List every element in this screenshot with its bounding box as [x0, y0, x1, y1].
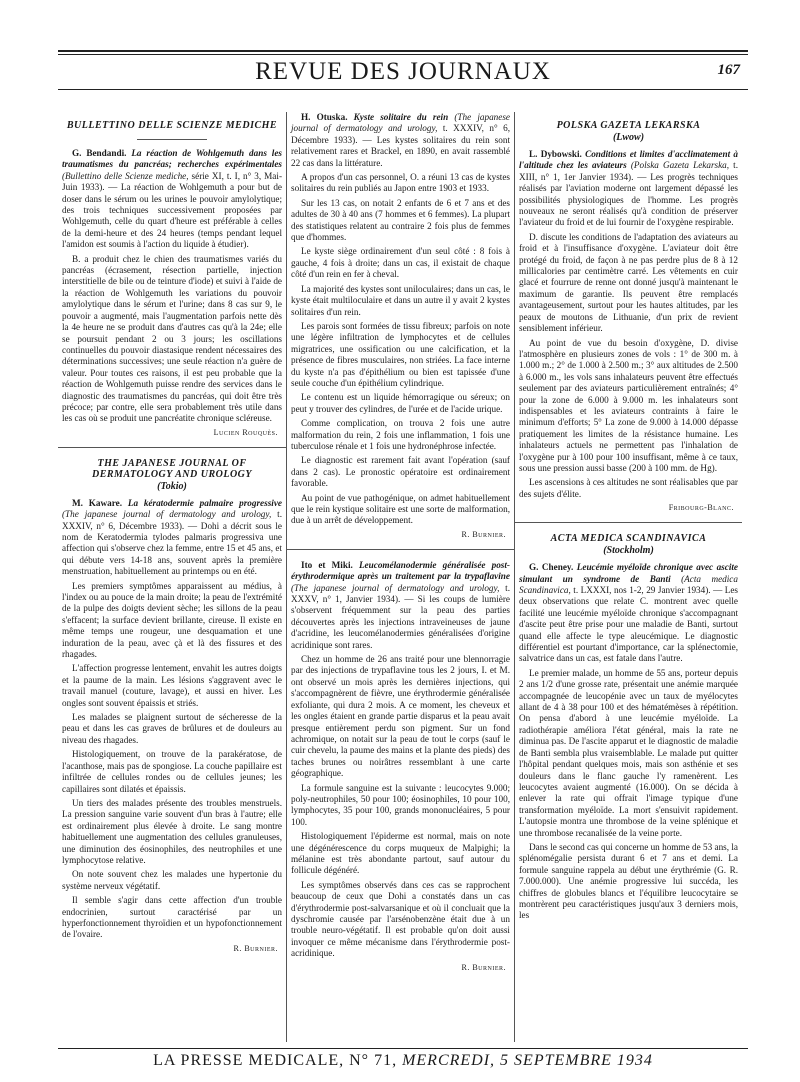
section-subheading: (Tokio): [157, 480, 187, 492]
article-paragraph: Les symptômes observés dans ces cas se rapprochent beaucoup de ceux que Dohi a constatés dans un cas d'érythrodermie post-salvarsanique et où il concluait que la dyschromie causée par l'arsénobenzène était due à un trouble neuro-végétatif. Il est probable qu'on doit aussi invoquer ce même mécanisme dans l'érythrodermie post-acridinique.: [291, 879, 510, 959]
footer-date: MERCREDI, 5 SEPTEMBRE 1934: [402, 1052, 653, 1069]
article-paragraph: La formule sanguine est la suivante : leucocytes 9.000; poly-neutrophiles, 50 pour 100; éosinophiles, 10 pour 100, lymphocytes, 35 pour 100, grands mononucléaires, 5 pour 100.: [291, 782, 510, 827]
article-paragraph: Un tiers des malades présente des troubles menstruels. La pression sanguine varie souvent d'un bras à l'autre; elle est ordinairement plus élevée à droite. Le sang montre habituellement une augmentation des cellules granuleuses, une diminution des éosinophiles, des neutrophiles et une lymphocytose relative.: [62, 797, 282, 865]
article-author: H. Otuska.: [301, 112, 348, 122]
article-title: Conditions et limites d'acclimatement à l'altitude chez les aviateurs: [519, 149, 739, 171]
article-reference: (The japanese journal of dermatology and urology,: [291, 112, 510, 134]
article-lead: [519, 562, 738, 665]
section-heading: POLSKA GAZETA LEKARSKA: [556, 120, 701, 131]
section-subheading: (Lwow): [612, 132, 645, 143]
article-text: t. XXXIV, n° 6, Décembre 1933). — Dohi a décrit sous le nom de Keratodermia tylodes palmaris progressiva une affection qui s'observe chez la femme, entre 15 et 45 ans, et qui débute vers 14-18 ans, souvent après la première menstruation, habituellement au printemps ou en été.: [62, 509, 283, 577]
article-paragraph: L'affection progresse lentement, envahit les autres doigts et la paume de la main. Les lésions s'aggravent avec le travail manuel (couture, lavage), et aussi en hiver. Les ongles sont souvent épaissis et striés.: [62, 663, 282, 708]
article-signature: R. Burnier.: [461, 962, 506, 972]
article-paragraph: On note souvent chez les malades une hypertonie du système nerveux végétatif.: [62, 869, 282, 891]
footer-journal: LA PRESSE MEDICALE, N° 71,: [153, 1052, 403, 1069]
article-separator: [515, 522, 742, 523]
article-title: La réaction de Wohlgemuth dans les traumatismes du pancréas; recherches expérimentales: [62, 148, 282, 170]
article-paragraph: Au point de vue du besoin d'oxygène, D. divise l'atmosphère en plusieurs zones de vols : 1° de 300 m. à 1.000 m.; 2° de 1.000 à 2.500 m.; 3° aux altitudes de 2.500 à 6.000 m., les vols sans inhalateurs peuvent être effectués seulement par des aviateurs particulièrement entraînés; 4° pour la zone de 6.000 à 9.000 m. les inhalateurs sont indispensables et les aviateurs contraints à faire le minimum d'efforts; 5° La zone de 9.000 à 14.000 dépasse pratiquement les limites de la résistance humaine. Les inhalateurs actuels ne permettent pas l'inhalation de l'oxygène pur à 100 pour 100 insuffisant, même à ce taux, sous une pression aussi basse (200 à 100 mm. de Hg).: [519, 337, 738, 473]
article-paragraph: Les premiers symptômes apparaissent au médius, à l'index ou au pouce de la main droite; la peau de l'extrémité de la pulpe des doigts devient sèche; les sillons de la peau s'effacent; la surface devient brillante, cireuse. Il existe en même temps une rougeur, une desquamation et une induration de la peau, avec çà et là des fissures et des rhagades.: [62, 580, 282, 660]
article-reference: (Bullettino delle Scienze mediche,: [62, 170, 189, 181]
article-reference: (The japanese journal of dermatology and urology,: [62, 509, 272, 520]
page-footer: [58, 1052, 748, 1070]
article-paragraph: Chez un homme de 26 ans traité pour une blennorragie par des injections de trypaflavine tous les 2 jours, I. et M. ont observé un mois après les dernières injections, qui s'accompagnèrent de fièvre, une érythrodermie généralisée exfoliante, qui dura 2 mois. A ce moment, les cheveux et les ongles étaient en grande partie disparus et la peau avait presque entièrement perdu son pigment. Sur un fond achromique, on notait sur la peau de tout le corps (sauf le cuir chevelu, la paume des mains et la plante des pieds) des taches brunes ou noirâtres ressemblant à une carte géographique.: [291, 654, 510, 779]
article-paragraph: Comme complication, on trouva 2 fois une autre malformation du rein, 2 fois une inflammation, 1 fois une tuberculose rénale et 1 fois une hydronéphrose infectée.: [291, 418, 510, 451]
article-lead: [62, 498, 282, 578]
article-signature: Lucien Rouquès.: [213, 427, 278, 437]
article-paragraph: Les malades se plaignent surtout de sécheresse de la peau et dans les cas graves de brûlures et de douleurs au niveau des rhagades.: [62, 712, 282, 745]
page-number: 167: [717, 62, 740, 78]
article-columns: [58, 112, 748, 1042]
article-author: Ito et Miki.: [301, 559, 353, 570]
article-paragraph: B. a produit chez le chien des traumatismes variés du pancréas (écrasement, résection partielle, injection interstitielle de bile ou de teinture d'iode) et suivi à l'aide de la réaction de Wohlgemuth les variations du pouvoir amylolytique dans le sérum et l'urine; dans 8 cas sur 9, le pouvoir a augmenté, mais l'augmentation parfois nette dès la 4e heure ne se produit dans d'autres cas qu'à la 24e; elle se poursuit pendant 2 ou 3 jours; les oscillations continuelles du pouvoir diastasique rendent nécessaires des déterminations successives; une seule réaction n'a guère de valeur. Pour toutes ces raisons, il est peu probable que la réaction de Wohlgemuth puisse rendre des services dans le diagnostic des traumatismes du pancréas, qui doit être très précoce; par contre, elle sera probablement très utile dans les cas où se produit une pancréatite chronique scléreuse.: [62, 253, 282, 424]
section-heading: THE JAPANESE JOURNAL OF DERMATOLOGY AND UROLOGY: [91, 457, 253, 480]
column-right: [514, 112, 742, 1042]
article-title: Kyste solitaire du rein: [353, 112, 449, 122]
article-text: t. XIII, n° 1, 1er Janvier 1934). — Les progrès techniques réalisés par l'aviation moderne ont largement dépassé les possibilités physiologiques de l'homme. Les progrès nouveaux ne seront réalisés qu'à condition de préserver l'aviateur du froid et de lui fournir de l'oxygène respirable.: [519, 160, 739, 228]
article-lead: [291, 560, 510, 651]
article-text: t. LXXXI, nos 1-2, 29 Janvier 1934). — Les deux observations que relate C. montrent avec quelle facilité une leucémie myéloïde chronique s'accompagnant d'ascite peut être prise pour une maladie de Banti, surtout quand elle affecte le type aleucémique. Le diagnostic différentiel est pourtant d'importance, car la splénectomie, salvatrice dans un cas, est fatale dans l'autre.: [519, 585, 739, 664]
article-paragraph: Le contenu est un liquide hémorragique ou séreux; on peut y trouver des cylindres, de l'urée et de l'acide urique.: [291, 392, 510, 414]
article-paragraph: Sur les 13 cas, on notait 2 enfants de 6 et 7 ans et des adultes de 30 à 40 ans (7 hommes et 6 femmes). La plupart des statistiques relatent au contraire 2 fois plus de femmes que d'hommes.: [291, 197, 510, 243]
column-middle: [286, 112, 514, 1042]
article-paragraph: A propos d'un cas personnel, O. a réuni 13 cas de kystes solitaires du rein publiés au Japon entre 1903 et 1933.: [291, 172, 510, 194]
article-author: G. Cheney.: [529, 562, 574, 573]
article-signature: R. Burnier.: [233, 943, 278, 953]
article-title: La kératodermie palmaire progressive: [127, 497, 282, 508]
article-title: Leucémie myéloïde chronique avec ascite simulant un syndrome de Banti: [519, 562, 739, 584]
article-lead: [519, 149, 738, 229]
article-paragraph: Il semble s'agir dans cette affection d'un trouble endocrinien, surtout caractérisé par un hyperfonctionnement thyroïdien et un hypofonctionnement de l'ovaire.: [62, 895, 282, 940]
article-paragraph: La majorité des kystes sont uniloculaires; dans un cas, le kyste était multiloculaire et dans un autre il y avait 2 kystes solitaires d'un rein.: [291, 283, 510, 317]
section-subheading: (Stockholm): [603, 545, 654, 557]
page-header: [58, 56, 748, 88]
article-paragraph: D. discute les conditions de l'adaptation des aviateurs au froid et à l'insuffisance d'oxygène. L'aviateur doit être protégé du froid, de façon à ne pas perdre plus de 8 à 12 millicalories par centimètre carré. Les vêtements en cuir glacé et fourrure de renne ont donné jusqu'à maintenant le maximum de garantie. Ils peuvent être remplacés avantageusement, surtout pour les hautes altitudes, par les peaux de moutons de Lithuanie, d'un prix de revient sensiblement inférieur.: [519, 231, 738, 334]
column-left: [58, 112, 286, 1042]
article-paragraph: Le premier malade, un homme de 55 ans, porteur depuis 2 ans 1/2 d'une grosse rate, présentait une anémie marquée accompagnée de leucopénie avec un taux de myélocytes allant de 4 à 38 pour 100 et des hématémèses à répétition. On pensa d'abord à une leucémie myéloïde. La radiothérapie améliora l'état général, mais la rate ne diminua pas. De l'ascite apparut et le diagnostic de maladie de Banti sembla plus vraisemblable. Le malade put quitter l'hôpital pendant quelques mois, mais son asthénie et ses douleurs dans le flanc gauche l'y ramenèrent. Les leucocytes avaient augmenté (16.000). On se décida à enlever la rate qui offrait l'image typique d'une transformation myéloïde. La mort s'ensuivit rapidement. L'autopsie montra une thrombose de la veine splénique et une thrombose recanalisée de la veine porte.: [519, 667, 738, 838]
article-author: L. Dybowski.: [529, 149, 582, 159]
article-lead: [291, 112, 510, 169]
article-lead: [62, 148, 282, 251]
article-text: t. XXXV, n° 1, Janvier 1934). — Si les coups de lumière s'observent fréquemment sur la peau des parties découvertes après les injections intraveineuses de jaune d'acridine, les leucomélanodermies généralisées d'origine acridinique sont rares.: [291, 582, 511, 650]
article-reference: (Polska Gazeta Lekarska,: [630, 160, 730, 171]
top-rule-thin: [58, 54, 748, 55]
page-title: REVUE DES JOURNAUX: [255, 58, 551, 85]
article-paragraph: Les ascensions à ces altitudes ne sont réalisables que par des sujets d'élite.: [519, 477, 738, 499]
article-paragraph: Histologiquement, on trouve de la parakératose, de l'acanthose, mais pas de spongiose. La couche papillaire est infiltrée de cellules rondes ou de cellules jeunes; les capillaires sont dilatés et épaissis.: [62, 749, 282, 794]
header-rule: [58, 89, 748, 90]
article-paragraph: Histologiquement l'épiderme est normal, mais on note une dégénérescence du corps muqueux de Malpighi; la mélanine est très abondante partout, sauf autour du follicule dégénéré.: [291, 831, 510, 876]
article-signature: Fribourg-Blanc.: [668, 503, 734, 513]
article-author: M. Kaware.: [72, 497, 123, 508]
section-heading: BULLETTINO DELLE SCIENZE MEDICHE: [66, 120, 278, 131]
article-paragraph: Au point de vue pathogénique, on admet habituellement que le rein kystique solitaire est une sorte de malformation, due à un arrêt de développement.: [291, 492, 510, 526]
footer-rule: [58, 1048, 748, 1049]
section-heading: ACTA MEDICA SCANDINAVICA: [550, 533, 707, 545]
article-text: série XI, t. I, n° 3, Mai-Juin 1933). — La réaction de Wohlgemuth a pour but de doser dans le sérum ou les urines le pouvoir amylolytique; des trois techniques successivement proposées par Wohlgemuth, celle du quart d'heure est préférable à celles de la demi-heure et des 24 heures (temps pendant lequel l'amidon est soumis à l'action du liquide à étudier).: [62, 170, 283, 250]
section-separator: [137, 139, 207, 140]
article-separator: [287, 549, 514, 550]
article-title: Leucomélanodermie généralisée post-érythrodermique après un traitement par la trypaflavine: [291, 559, 510, 582]
article-paragraph: Les parois sont formées de tissu fibreux; parfois on note une légère infiltration de lymphocytes et de cellules migratrices, une ossification ou une calcification, et la présence de fibres musculaires, non striées. La face interne du kyste n'a pas d'épithélium ou bien est tapissée d'une seule couche d'un épithélium cylindrique.: [291, 320, 510, 388]
article-paragraph: Le diagnostic est rarement fait avant l'opération (sauf dans 2 cas). Le pronostic opératoire est ordinairement favorable.: [291, 455, 510, 489]
article-text: t. XXXIV, n° 6, Décembre 1933). — Les kystes solitaires du rein sont relativement rares et Brackel, en 1890, en avait rassemblé 22 cas dans la littérature.: [291, 123, 511, 168]
article-reference: (Acta medica Scandinavica,: [519, 573, 738, 595]
article-paragraph: Le kyste siège ordinairement d'un seul côté : 8 fois à gauche, 4 fois à droite; dans un cas, il existait de chaque côté d'un rein en fer à cheval.: [291, 246, 510, 280]
article-author: G. Bendandi.: [72, 148, 127, 158]
article-signature: R. Burnier.: [461, 529, 506, 539]
article-paragraph: Dans le second cas qui concerne un homme de 53 ans, la splénomégalie persista durant 6 et 7 ans et demi. La formule sanguine rappela au début une érythrémie (G. R. 7.000.000). Une anémie progressive lui succéda, les chiffres de globules blancs et l'équilibre leucocytaire se montrèrent peu caractéristiques jusqu'aux 3 derniers mois, les: [519, 841, 738, 921]
article-reference: (The japanese journal of dermatology and urology,: [291, 582, 500, 593]
top-rule: [58, 50, 748, 52]
article-separator: [58, 447, 286, 448]
